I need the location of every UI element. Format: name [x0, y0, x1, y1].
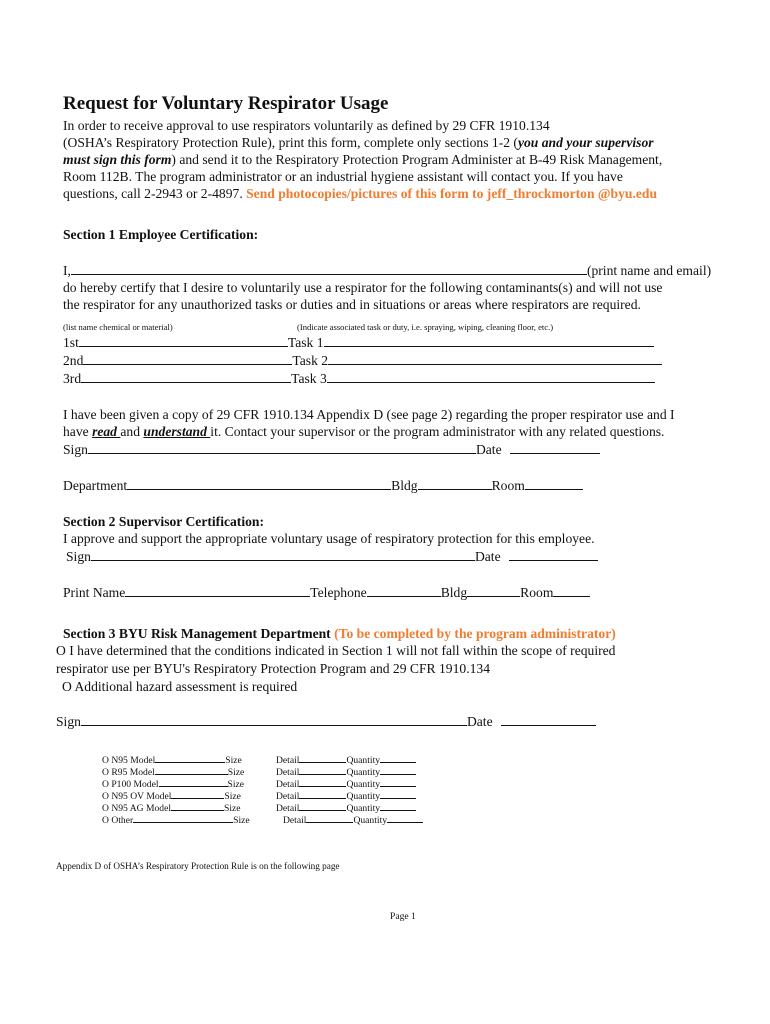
acknowledgement-line: have read and understand it. Contact your supervisor or the program administrator with any related questions.	[63, 424, 665, 439]
supervisor-signature-field[interactable]	[91, 548, 475, 561]
supervisor-room-field[interactable]	[553, 584, 590, 597]
model-row[interactable]: O N95 AG Model Size	[102, 803, 241, 814]
task-field[interactable]	[328, 352, 662, 365]
determination-text: respirator use per BYU's Respiratory Protection Program and 29 CFR 1910.134	[56, 661, 490, 676]
appendix-note: Appendix D of OSHA’s Respiratory Protection Rule is on the following page	[56, 861, 340, 871]
room-field[interactable]	[525, 477, 583, 490]
model-row[interactable]: O R95 Model Size	[102, 767, 245, 778]
detail-row[interactable]: Detail Quantity	[276, 789, 416, 803]
supervisor-bldg-field[interactable]	[467, 584, 520, 597]
admin-date-field[interactable]	[501, 713, 596, 726]
section3-heading: Section 3 BYU Risk Management Department (To be completed by the program administrator)	[63, 626, 616, 641]
acknowledgement-line: I have been given a copy of 29 CFR 1910.134 Appendix D (see page 2) regarding the proper respirator use and I	[63, 407, 675, 422]
section1-heading: Section 1 Employee Certification:	[63, 227, 259, 242]
supervisor-sign-line: Sign Date	[66, 548, 598, 565]
contaminant-row: 3rd Task 3	[63, 370, 655, 387]
intro-line: (OSHA’s Respiratory Protection Rule), print this form, complete only sections 1-2 (you and your supervisor	[63, 135, 654, 150]
contaminant-row: 2nd Task 2	[63, 352, 662, 369]
supervisor-name-field[interactable]	[125, 584, 310, 597]
page-number: Page 1	[390, 911, 416, 922]
employee-sign-line: Sign Date	[63, 441, 600, 458]
detail-row[interactable]: Detail Quantity	[276, 765, 416, 779]
department-line: Department Bldg Room	[63, 477, 583, 494]
admin-signature-field[interactable]	[81, 713, 467, 726]
model-row[interactable]: O Other Size	[102, 815, 250, 826]
task-hint: (Indicate associated task or duty, i.e. spraying, wiping, cleaning floor, etc.)	[297, 322, 554, 332]
model-row[interactable]: O P100 Model Size	[102, 779, 245, 790]
supervisor-date-field[interactable]	[509, 548, 598, 561]
contaminant-field[interactable]	[83, 352, 292, 365]
intro-line: questions, call 2-2943 or 2-4897. Send photocopies/pictures of this form to jeff_throckmorton @byu.edu	[63, 186, 658, 201]
section3-note: (To be completed by the program administrator)	[334, 626, 616, 641]
certify-line: do hereby certify that I desire to voluntarily use a respirator for the following contaminants(s) and will not use	[63, 280, 663, 295]
certify-line: the respirator for any unauthorized tasks or duties and in situations or areas where respirators are required.	[63, 297, 641, 312]
employee-date-field[interactable]	[510, 441, 600, 454]
detail-row[interactable]: Detail Quantity	[276, 753, 416, 767]
email-instruction: Send photocopies/pictures of this form to jeff_throckmorton @byu.edu	[246, 186, 658, 201]
determination-option[interactable]: O I have determined that the conditions indicated in Section 1 will not fall within the scope of required	[56, 643, 616, 658]
supervisor-approval-text: I approve and support the appropriate voluntary usage of respiratory protection for this employee.	[63, 531, 595, 546]
supervisor-info-line: Print Name Telephone Bldg Room	[63, 584, 590, 601]
task-field[interactable]	[324, 334, 654, 347]
chemical-hint: (list name chemical or material)	[63, 322, 173, 332]
employee-signature-field[interactable]	[88, 441, 476, 454]
contaminant-row: 1st Task 1	[63, 334, 654, 351]
intro-line: Room 112B. The program administrator or an industrial hygiene assistant will contact you. If you have	[63, 169, 623, 184]
department-field[interactable]	[127, 477, 391, 490]
section2-heading: Section 2 Supervisor Certification:	[63, 514, 264, 529]
task-field[interactable]	[327, 370, 655, 383]
model-row[interactable]: O N95 OV Model Size	[102, 791, 241, 802]
hazard-assessment-option[interactable]: O Additional hazard assessment is required	[62, 679, 298, 694]
intro-line: must sign this form) and send it to the Respiratory Protection Program Administer at B-49 Risk Management,	[63, 152, 663, 167]
detail-row[interactable]: Detail Quantity	[276, 801, 416, 815]
contaminant-field[interactable]	[81, 370, 291, 383]
email-field[interactable]	[383, 262, 587, 275]
detail-row[interactable]: Detail Quantity	[283, 813, 423, 827]
model-row[interactable]: O N95 Model Size	[102, 755, 242, 766]
contaminant-field[interactable]	[79, 334, 288, 347]
admin-sign-line: Sign Date	[56, 713, 596, 730]
intro-line: In order to receive approval to use respirators voluntarily as defined by 29 CFR 1910.134	[63, 118, 550, 133]
bldg-field[interactable]	[418, 477, 492, 490]
detail-row[interactable]: Detail Quantity	[276, 777, 416, 791]
intro-paragraph	[63, 117, 662, 202]
page-title: Request for Voluntary Respirator Usage	[63, 93, 389, 114]
telephone-field[interactable]	[367, 584, 441, 597]
name-line: I, (print name and email)	[63, 263, 712, 278]
name-field[interactable]	[71, 262, 383, 275]
